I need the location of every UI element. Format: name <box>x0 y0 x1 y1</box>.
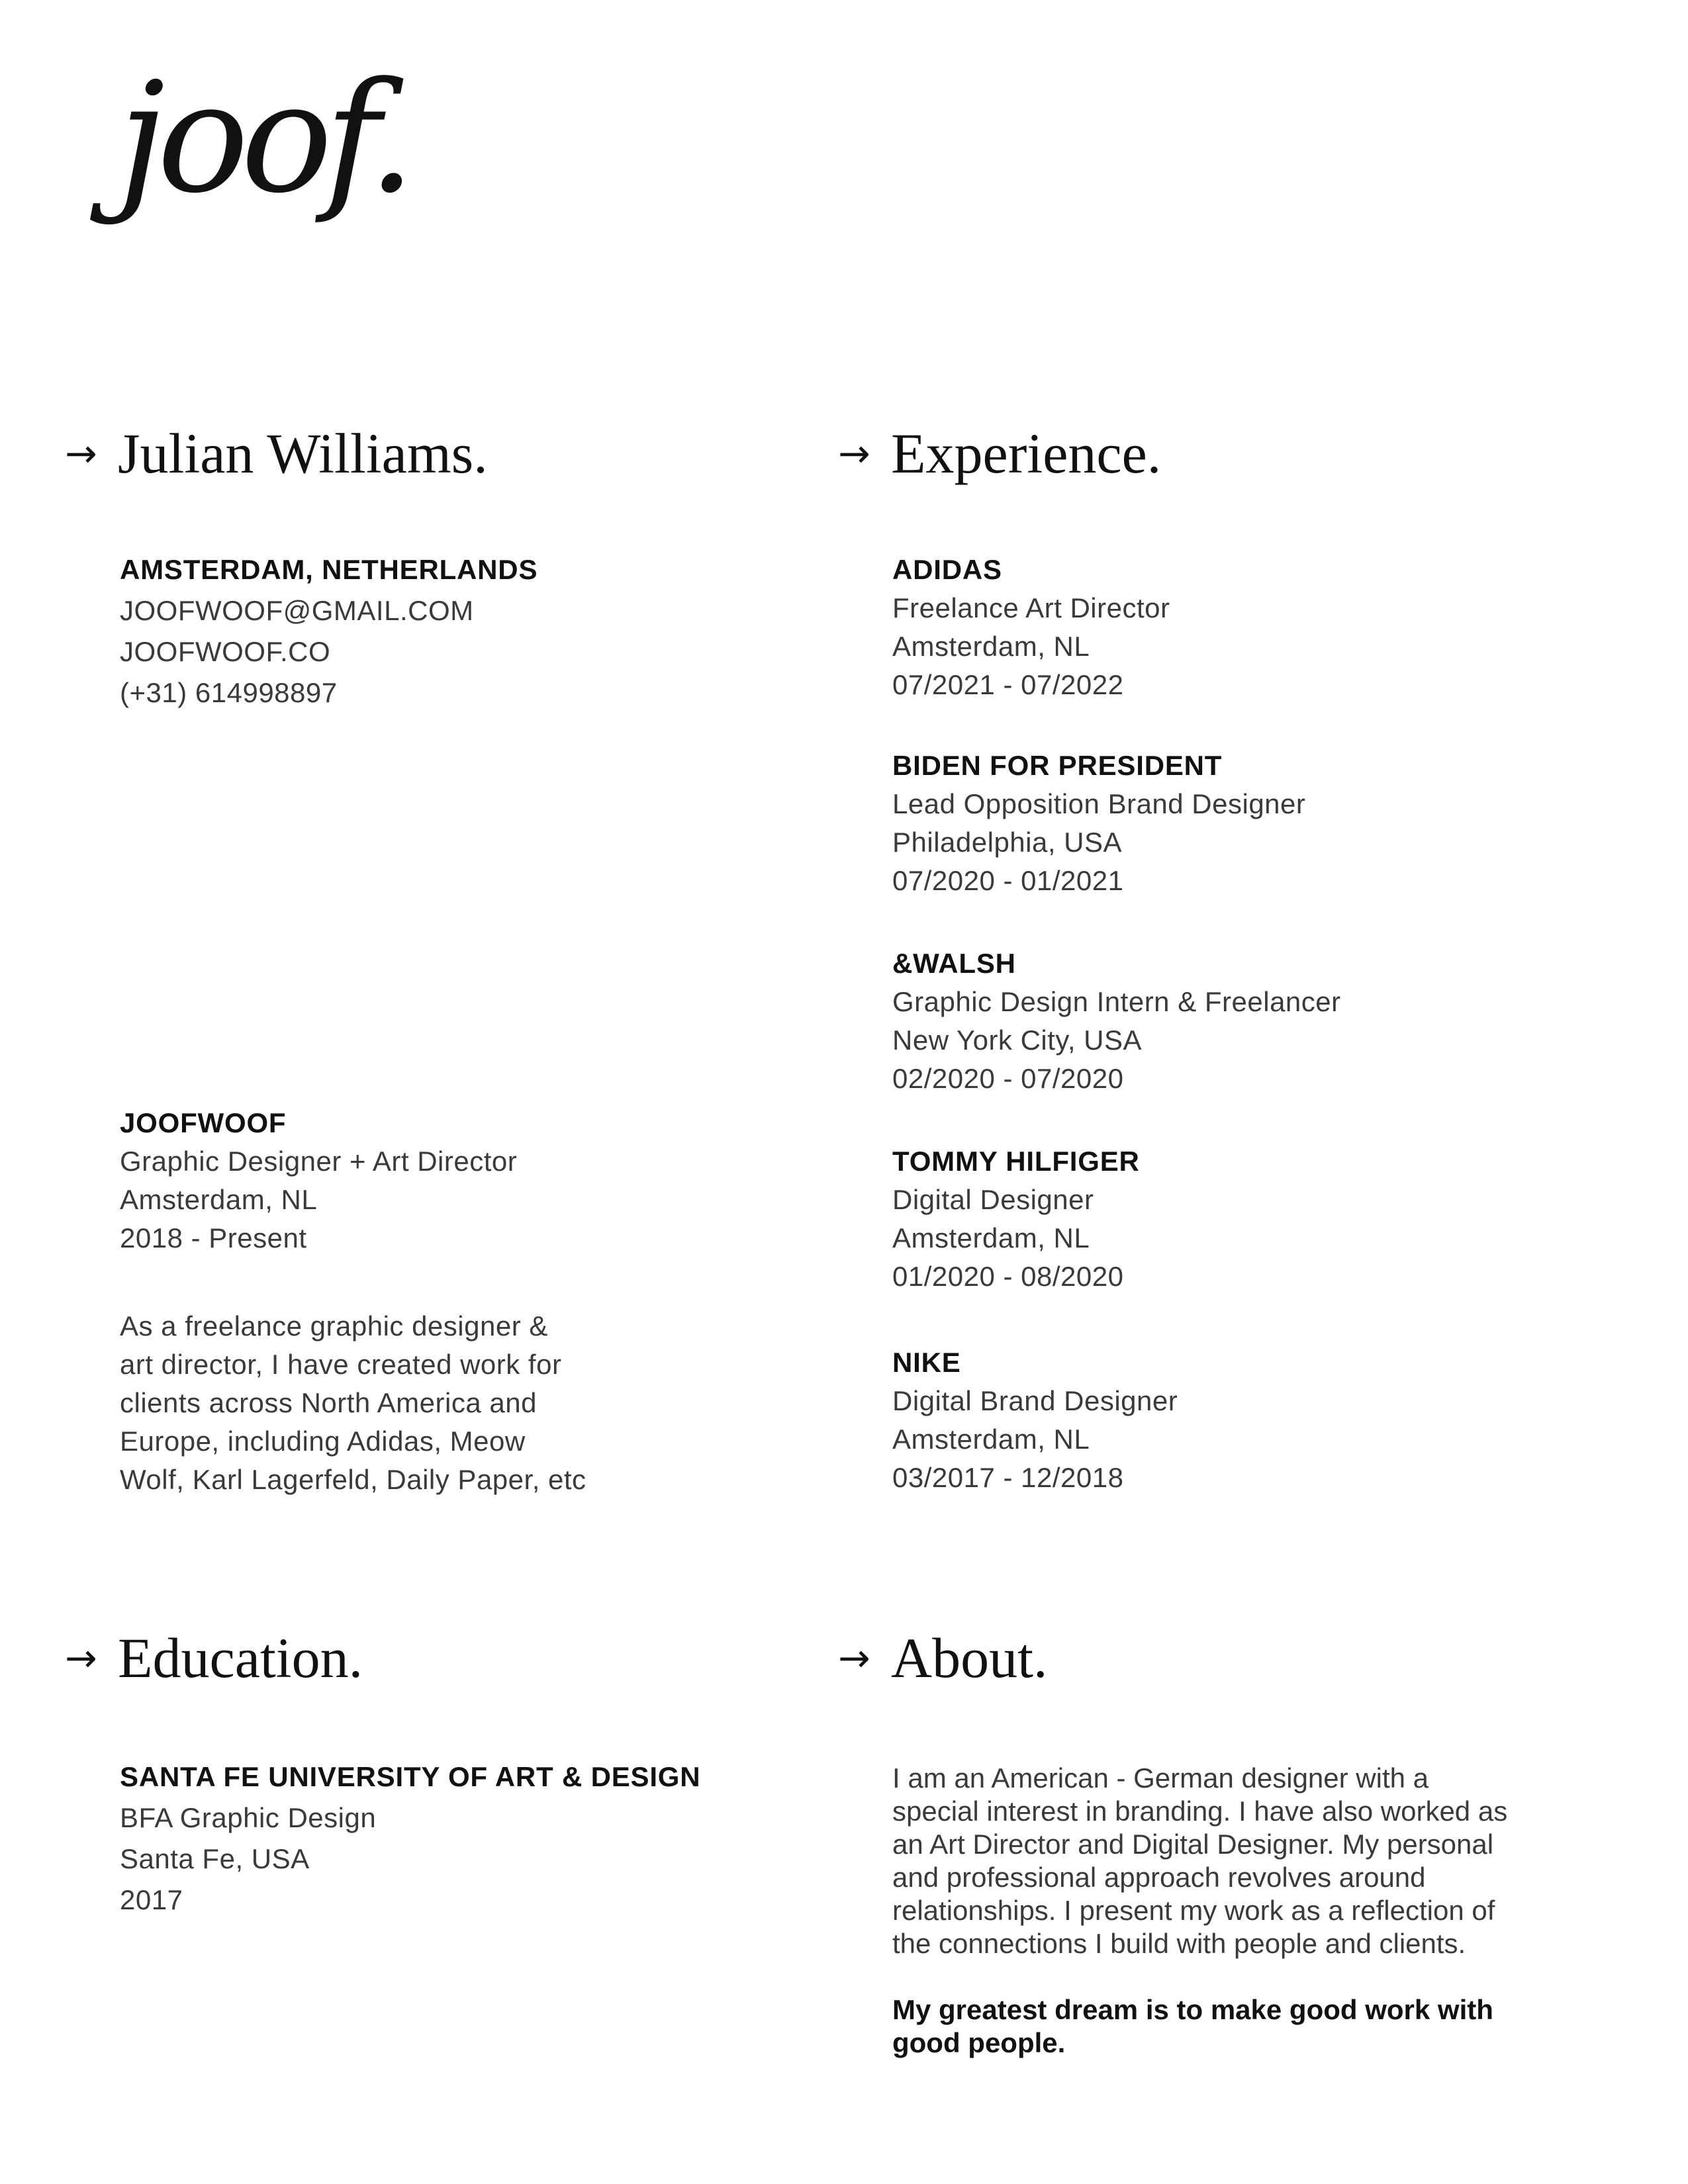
current-dates: 2018 - Present <box>120 1222 307 1253</box>
contact-email: JOOFWOOF@GMAIL.COM <box>120 595 474 626</box>
current-description-line: art director, I have created work for <box>120 1349 562 1380</box>
experience-company: BIDEN FOR PRESIDENT <box>892 750 1223 781</box>
experience-company: ADIDAS <box>892 554 1002 585</box>
about-dream-line: good people. <box>892 2027 1066 2058</box>
experience-dates: 07/2020 - 01/2021 <box>892 865 1124 896</box>
contact-location: AMSTERDAM, NETHERLANDS <box>120 554 538 585</box>
experience-role: Digital Brand Designer <box>892 1385 1178 1416</box>
education-degree: BFA Graphic Design <box>120 1802 377 1833</box>
experience-company: TOMMY HILFIGER <box>892 1146 1140 1177</box>
contact-details <box>120 551 538 712</box>
about-line: special interest in branding. I have also worked as <box>892 1796 1508 1827</box>
about-section-header <box>838 1626 1048 1690</box>
experience-dates: 02/2020 - 07/2020 <box>892 1063 1124 1094</box>
current-role-title: Graphic Designer + Art Director <box>120 1146 518 1177</box>
experience-item <box>892 944 1341 1098</box>
education-year: 2017 <box>120 1884 183 1915</box>
about-dream <box>892 1993 1493 2060</box>
current-description-line: Wolf, Karl Lagerfeld, Daily Paper, etc <box>120 1464 586 1495</box>
experience-item <box>892 1142 1140 1296</box>
experience-item <box>892 551 1170 704</box>
about-dream-line: My greatest dream is to make good work with <box>892 1994 1493 2025</box>
experience-company: &WALSH <box>892 948 1016 979</box>
experience-role: Lead Opposition Brand Designer <box>892 788 1306 819</box>
arrow-right-icon: → <box>838 431 870 476</box>
about-line: and professional approach revolves around <box>892 1862 1426 1893</box>
education-section-header <box>65 1626 363 1690</box>
arrow-right-icon: → <box>838 1635 870 1680</box>
contact-website: JOOFWOOF.CO <box>120 636 331 667</box>
experience-dates: 01/2020 - 08/2020 <box>892 1261 1124 1292</box>
contact-heading: Julian Williams. <box>118 422 488 485</box>
contact-section-header <box>65 422 488 485</box>
education-school: SANTA FE UNIVERSITY OF ART & DESIGN <box>120 1761 701 1792</box>
arrow-right-icon: → <box>65 1635 97 1680</box>
current-company: JOOFWOOF <box>120 1107 287 1138</box>
experience-dates: 07/2021 - 07/2022 <box>892 669 1124 700</box>
experience-company: NIKE <box>892 1347 961 1378</box>
current-role <box>120 1104 517 1257</box>
experience-role: Freelance Art Director <box>892 592 1170 623</box>
experience-location: Philadelphia, USA <box>892 827 1123 858</box>
experience-location: Amsterdam, NL <box>892 1424 1090 1455</box>
about-heading: About. <box>891 1626 1048 1690</box>
current-description <box>120 1307 586 1499</box>
experience-location: New York City, USA <box>892 1024 1143 1056</box>
experience-item <box>892 747 1305 900</box>
about-text <box>892 1762 1507 1960</box>
arrow-right-icon: → <box>65 431 97 476</box>
current-description-line: Europe, including Adidas, Meow <box>120 1426 526 1457</box>
about-line: relationships. I present my work as a reflection of <box>892 1895 1495 1926</box>
current-description-line: As a freelance graphic designer & <box>120 1310 548 1342</box>
contact-phone: (+31) 614998897 <box>120 677 338 708</box>
experience-section-header <box>838 422 1162 485</box>
experience-role: Graphic Design Intern & Freelancer <box>892 986 1341 1017</box>
education-details <box>120 1758 700 1919</box>
current-location: Amsterdam, NL <box>120 1184 318 1215</box>
experience-role: Digital Designer <box>892 1184 1094 1215</box>
education-heading: Education. <box>118 1626 363 1690</box>
experience-location: Amsterdam, NL <box>892 631 1090 662</box>
experience-item <box>892 1343 1178 1497</box>
about-line: an Art Director and Digital Designer. My personal <box>892 1829 1494 1860</box>
experience-dates: 03/2017 - 12/2018 <box>892 1462 1124 1493</box>
education-location: Santa Fe, USA <box>120 1843 310 1874</box>
experience-location: Amsterdam, NL <box>892 1222 1090 1253</box>
current-description-line: clients across North America and <box>120 1387 537 1418</box>
experience-heading: Experience. <box>891 422 1162 485</box>
about-line: I am an American - German designer with a <box>892 1762 1429 1794</box>
about-line: the connections I build with people and clients. <box>892 1928 1466 1959</box>
logo: joof. <box>118 50 408 227</box>
